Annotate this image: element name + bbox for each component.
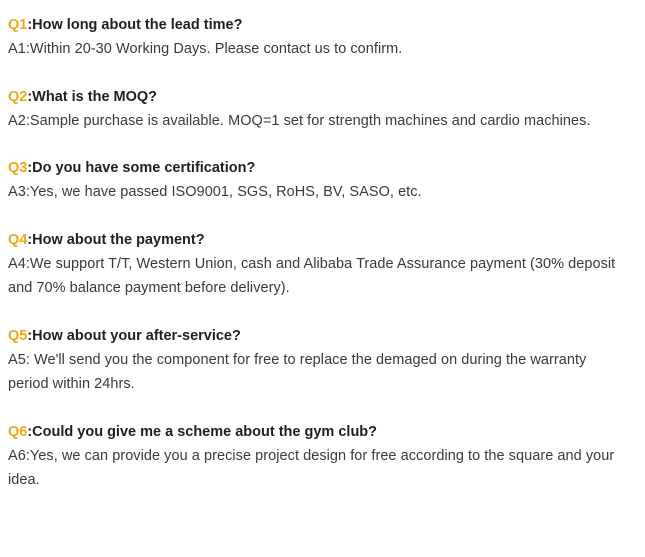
question-number: Q1 <box>8 17 28 33</box>
question-text: :Could you give me a scheme about the gym club? <box>27 423 378 440</box>
question-text: :How about your after-service? <box>27 327 241 344</box>
faq-item-2 <box>8 86 630 134</box>
faq-item-1 <box>8 14 630 62</box>
answer-6: A6:Yes, we can provide you a precise project design for free according to the square and your idea. <box>8 447 615 488</box>
answer-1: A1:Within 20-30 Working Days. Please contact us to confirm. <box>8 41 403 57</box>
question-2 <box>8 86 630 108</box>
faq-item-3 <box>8 157 630 205</box>
question-text: :Do you have some certification? <box>27 160 256 176</box>
question-5 <box>8 325 630 347</box>
question-4 <box>8 229 630 251</box>
answer-2: A2:Sample purchase is available. MOQ=1 set for strength machines and cardio machines. <box>8 112 591 129</box>
question-text: :What is the MOQ? <box>27 88 158 105</box>
answer-4: A4:We support T/T, Western Union, cash and Alibaba Trade Assurance payment (30% deposit and 70% balance payment before delivery). <box>8 255 616 296</box>
answer-5: A5: We'll send you the component for free to replace the demaged on during the warranty period within 24hrs. <box>8 351 587 392</box>
question-text: :How long about the lead time? <box>27 17 243 33</box>
question-number: Q2 <box>8 88 28 105</box>
faq-item-5 <box>8 325 630 397</box>
faq-item-6 <box>8 421 630 493</box>
question-3 <box>8 157 630 179</box>
question-number: Q6 <box>8 423 28 440</box>
faq-list <box>8 14 630 517</box>
question-text: :How about the payment? <box>27 231 205 248</box>
question-1 <box>8 14 630 36</box>
faq-item-4 <box>8 229 630 301</box>
question-number: Q4 <box>8 231 28 248</box>
answer-3: A3:Yes, we have passed ISO9001, SGS, RoHS, BV, SASO, etc. <box>8 184 422 200</box>
question-number: Q5 <box>8 327 28 344</box>
question-6 <box>8 421 630 443</box>
question-number: Q3 <box>8 160 28 176</box>
